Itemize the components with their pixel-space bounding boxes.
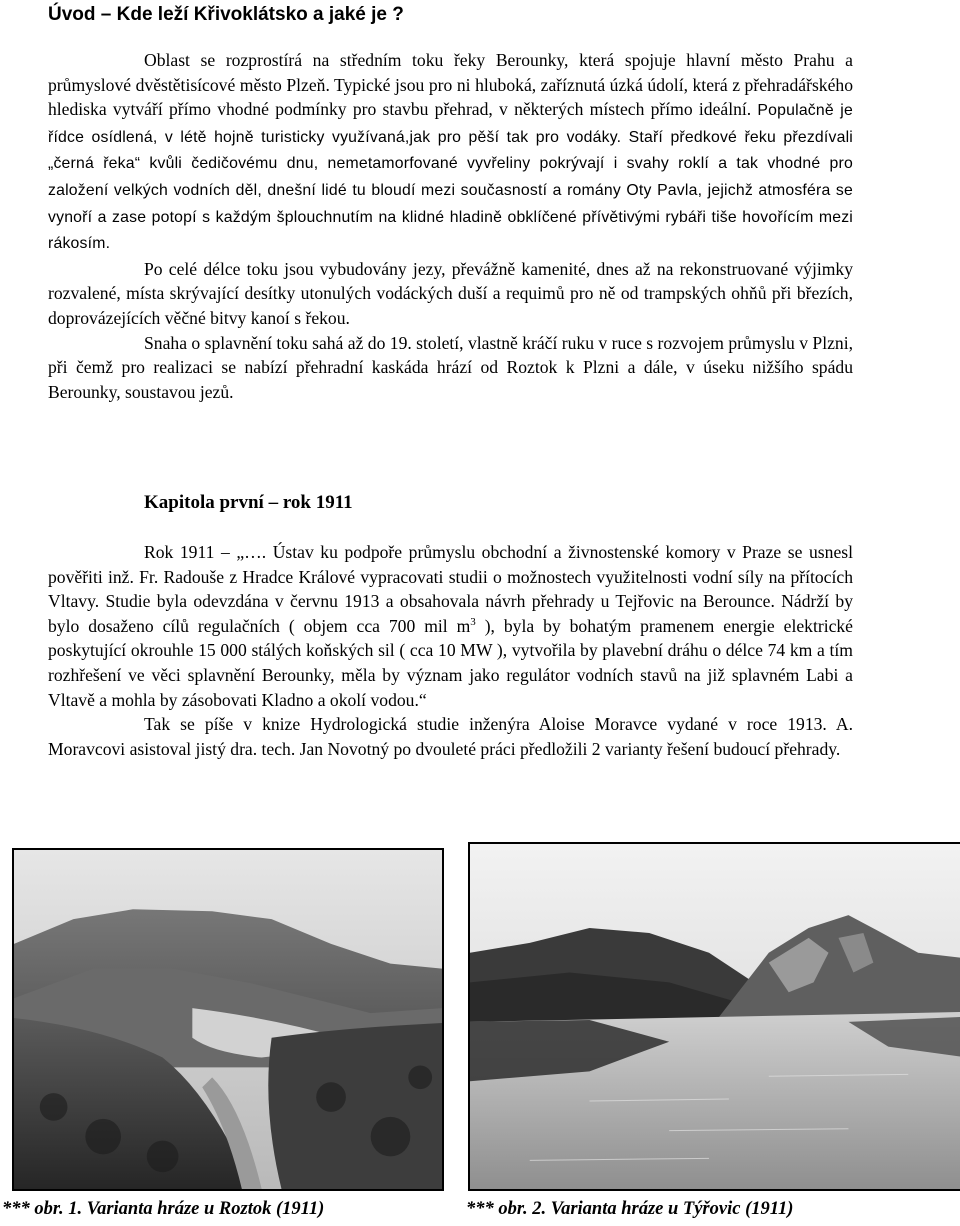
chapter-paragraph-1 [48,540,853,712]
intro-paragraph-2: Po celé délce toku jsou vybudovány jezy, převážně kamenité, dnes až na rekonstruované výjimky rozvalené, místa skrývající desítky utonulých vodáckých duší a requimů pro ně od trampských ohňů při březích, doprovázejících věčné bitvy kanoí s řekou. [48,258,853,328]
figure-2-caption: *** obr. 2. Varianta hráze u Týřovic (1911) [466,1199,794,1219]
valley-photo-roztok [14,850,442,1189]
intro-paragraph-3: Snaha o splavnění toku sahá až do 19. století, vlastně kráčí ruku v ruce s rozvojem průmyslu v Plzni, při čemž pro realizaci se nabízí přehradní kaskáda hrází od Roztok k Plzni a dále, v úseku nižšího spádu Berounky, soustavou jezů. [48,332,853,402]
chapter-paragraph-1-part-b: ), byla by bohatým pramenem energie elektrické poskytující okrouhle 15 000 stálých koňských sil ( cca 10 MW ), vytvořila by plavební dráhu o délce 74 km a tím rozhřešení ve věci splavnění Berounky, měla by význam jako regulátor vodních stavů na již splavném Labi a Vltavě a mohla by zásobovati Kladno a okolí vodou.“ [48,615,853,710]
chapter-paragraph-1-part-a: Rok 1911 – „…. Ústav ku podpoře průmyslu obchodní a živnostenské komory v Praze se usnesl pověřiti inž. Fr. Radouše z Hradce Králové vypracovati studii o možnostech využitelnosti vodní síly na přítocích Vltavy. Studie byla odevzdána v červnu 1913 a obsahovala návrh přehrady u Tejřovic na Berounce. Nádrží by bylo dosaženo cílů regulačních ( objem cca 700 mil m [48,542,853,636]
cubic-superscript: 3 [470,615,476,628]
figure-1-caption: *** obr. 1. Varianta hráze u Roztok (1911) [2,1199,325,1219]
figure-1-photo [12,848,444,1191]
intro-paragraph-1 [48,48,853,257]
chapter-section [48,540,853,761]
intro-paragraph-1-sans: Populačně je řídce osídlená, v létě hojně turisticky využívaná,jak pro pěší tak pro vodáky. Staří předkové řeku přezdívali „černá řeka“ kvůli čedičovému dnu, nemetamorfované vyvřeliny pokrývají i svahy roklí a tak vhodné pro založení velkých vodních děl, dnešní lidé tu bloudí mezi současností a romány Oty Pavla, jejichž atmosféra se vynoří a zase potopí s každým šplouchnutím na klidné hladině obklíčené přívětivými rybáři tiše hovořícím mezi rákosím. [48,102,854,253]
figure-2-photo [468,842,960,1191]
chapter-paragraph-2: Tak se píše v knize Hydrologická studie inženýra Aloise Moravce vydané v roce 1913. A. Moravcovi asistoval jistý dra. tech. Jan Novotný po dvouleté práci předložili 2 varianty řešení budoucí přehrady. [48,714,853,759]
chapter-title: Kapitola první – rok 1911 [144,492,353,513]
intro-section [48,48,853,404]
page-heading: Úvod – Kde leží Křivoklátsko a jaké je ? [48,4,404,25]
intro-paragraph-1-serif: Oblast se rozprostírá na středním toku řeky Berounky, která spojuje hlavní město Prahu a průmyslové dvěstětisícové město Plzeň. Typické jsou pro ni hluboká, zaříznutá úzká údolí, která z přehradářského hlediska vytváří přímo vhodné podmínky pro stavbu přehrad, v některých místech přímo ideální. [48,50,853,120]
river-photo-tyrovic [470,844,960,1189]
